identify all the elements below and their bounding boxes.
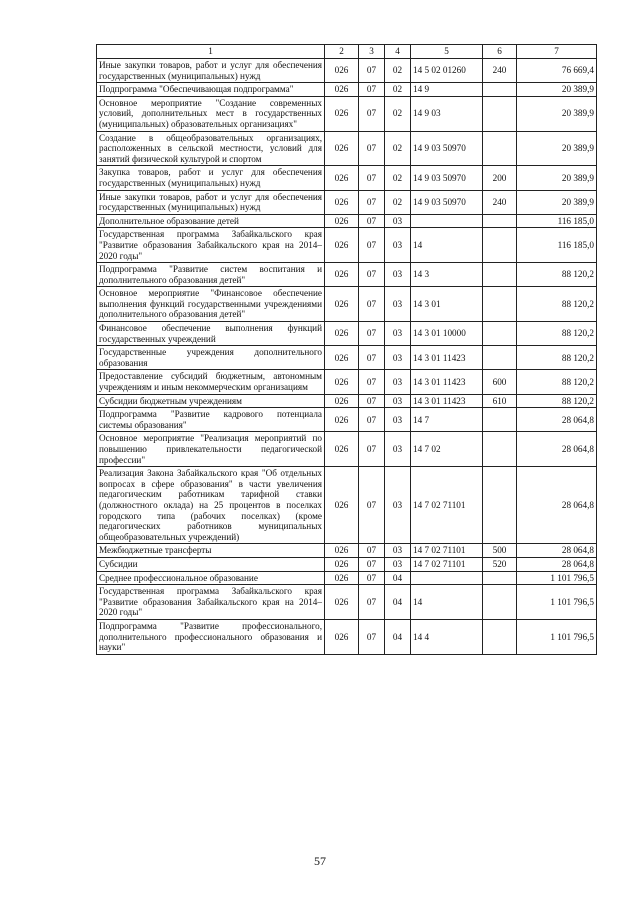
row-amount-cell: 20 389,9 (517, 96, 597, 131)
row-ved-cell: 026 (325, 370, 359, 394)
row-section-cell: 07 (359, 263, 385, 287)
col-header: 3 (359, 45, 385, 59)
table-row (97, 263, 597, 287)
row-target-cell: 14 3 01 (411, 287, 483, 322)
col-header: 1 (97, 45, 325, 59)
row-section-cell: 07 (359, 432, 385, 467)
table-row (97, 322, 597, 346)
row-name-cell: Реализация Закона Забайкальского края "Об отдельных вопросах в сфере образования" в части увеличения педагогическим работникам тарифной ставки (должностного оклада) на 25 процентов в поселках городского типа (рабочих поселках) (кроме педагогических работников муниципальных общеобразовательных учреждений) (97, 467, 325, 544)
row-ved-cell: 026 (325, 59, 359, 83)
table-row (97, 59, 597, 83)
row-subsection-cell: 03 (385, 544, 411, 558)
row-name-cell: Государственная программа Забайкальского края "Развитие образования Забайкальского края на 2014–2020 годы" (97, 585, 325, 620)
row-ved-cell: 026 (325, 190, 359, 214)
row-target-cell: 14 9 03 50970 (411, 131, 483, 166)
row-target-cell: 14 7 02 71101 (411, 467, 483, 544)
row-expense-type-cell (483, 228, 517, 263)
row-amount-cell: 88 120,2 (517, 370, 597, 394)
row-ved-cell: 026 (325, 619, 359, 654)
row-expense-type-cell (483, 432, 517, 467)
row-section-cell: 07 (359, 190, 385, 214)
row-name-cell: Подпрограмма "Обеспечивающая подпрограмма" (97, 83, 325, 97)
table-row (97, 96, 597, 131)
row-ved-cell: 026 (325, 166, 359, 190)
row-name-cell: Иные закупки товаров, работ и услуг для обеспечения государственных (муниципальных) нужд (97, 190, 325, 214)
row-subsection-cell: 03 (385, 370, 411, 394)
table-row (97, 408, 597, 432)
row-section-cell: 07 (359, 228, 385, 263)
row-amount-cell: 88 120,2 (517, 322, 597, 346)
row-section-cell: 07 (359, 619, 385, 654)
row-target-cell: 14 7 02 71101 (411, 557, 483, 571)
row-name-cell: Дополнительное образование детей (97, 214, 325, 228)
row-ved-cell: 026 (325, 432, 359, 467)
row-expense-type-cell: 520 (483, 557, 517, 571)
row-expense-type-cell (483, 263, 517, 287)
table-row (97, 83, 597, 97)
table-row (97, 166, 597, 190)
table-row (97, 557, 597, 571)
budget-table (96, 44, 597, 655)
row-expense-type-cell (483, 467, 517, 544)
row-ved-cell: 026 (325, 228, 359, 263)
row-subsection-cell: 04 (385, 571, 411, 585)
row-name-cell: Подпрограмма "Развитие кадрового потенциала системы образования" (97, 408, 325, 432)
row-subsection-cell: 02 (385, 131, 411, 166)
row-amount-cell: 28 064,8 (517, 557, 597, 571)
row-subsection-cell: 02 (385, 83, 411, 97)
row-target-cell: 14 (411, 228, 483, 263)
row-section-cell: 07 (359, 96, 385, 131)
row-target-cell: 14 7 02 (411, 432, 483, 467)
row-target-cell: 14 4 (411, 619, 483, 654)
row-subsection-cell: 03 (385, 228, 411, 263)
row-expense-type-cell (483, 214, 517, 228)
table-row (97, 571, 597, 585)
row-name-cell: Основное мероприятие "Реализация мероприятий по повышению привлекательности педагогической профессии" (97, 432, 325, 467)
row-ved-cell: 026 (325, 394, 359, 408)
row-section-cell: 07 (359, 166, 385, 190)
row-expense-type-cell (483, 322, 517, 346)
table-row (97, 214, 597, 228)
row-target-cell: 14 5 02 01260 (411, 59, 483, 83)
row-amount-cell: 1 101 796,5 (517, 619, 597, 654)
row-name-cell: Среднее профессиональное образование (97, 571, 325, 585)
row-subsection-cell: 03 (385, 214, 411, 228)
row-subsection-cell: 04 (385, 585, 411, 620)
row-subsection-cell: 03 (385, 408, 411, 432)
row-name-cell: Закупка товаров, работ и услуг для обеспечения государственных (муниципальных) нужд (97, 166, 325, 190)
row-ved-cell: 026 (325, 131, 359, 166)
row-amount-cell: 28 064,8 (517, 432, 597, 467)
table-row (97, 190, 597, 214)
header-row (97, 45, 597, 59)
row-expense-type-cell (483, 131, 517, 166)
table-row (97, 346, 597, 370)
row-section-cell: 07 (359, 394, 385, 408)
table-row (97, 544, 597, 558)
table-row (97, 370, 597, 394)
row-subsection-cell: 03 (385, 557, 411, 571)
row-name-cell: Основное мероприятие "Финансовое обеспечение выполнения функций государственными учреждениями дополнительного образования детей" (97, 287, 325, 322)
col-header: 6 (483, 45, 517, 59)
row-expense-type-cell: 600 (483, 370, 517, 394)
row-target-cell: 14 3 (411, 263, 483, 287)
row-ved-cell: 026 (325, 346, 359, 370)
row-ved-cell: 026 (325, 544, 359, 558)
row-expense-type-cell: 240 (483, 59, 517, 83)
col-header: 5 (411, 45, 483, 59)
row-target-cell: 14 7 (411, 408, 483, 432)
row-section-cell: 07 (359, 214, 385, 228)
row-target-cell: 14 9 03 50970 (411, 166, 483, 190)
row-name-cell: Иные закупки товаров, работ и услуг для обеспечения государственных (муниципальных) нужд (97, 59, 325, 83)
row-target-cell: 14 9 03 (411, 96, 483, 131)
row-subsection-cell: 03 (385, 394, 411, 408)
row-amount-cell: 116 185,0 (517, 228, 597, 263)
row-subsection-cell: 02 (385, 59, 411, 83)
row-target-cell: 14 7 02 71101 (411, 544, 483, 558)
row-ved-cell: 026 (325, 571, 359, 585)
row-subsection-cell: 02 (385, 96, 411, 131)
row-name-cell: Государственная программа Забайкальского края "Развитие образования Забайкальского края на 2014–2020 годы" (97, 228, 325, 263)
row-subsection-cell: 02 (385, 190, 411, 214)
row-subsection-cell: 03 (385, 263, 411, 287)
row-amount-cell: 28 064,8 (517, 467, 597, 544)
row-target-cell: 14 9 (411, 83, 483, 97)
row-ved-cell: 026 (325, 322, 359, 346)
row-expense-type-cell (483, 83, 517, 97)
row-expense-type-cell (483, 287, 517, 322)
row-target-cell: 14 (411, 585, 483, 620)
row-amount-cell: 20 389,9 (517, 131, 597, 166)
row-expense-type-cell (483, 346, 517, 370)
row-subsection-cell: 03 (385, 287, 411, 322)
row-subsection-cell: 02 (385, 166, 411, 190)
row-amount-cell: 28 064,8 (517, 408, 597, 432)
table-row (97, 287, 597, 322)
row-expense-type-cell: 610 (483, 394, 517, 408)
row-amount-cell: 20 389,9 (517, 190, 597, 214)
row-subsection-cell: 04 (385, 619, 411, 654)
row-amount-cell: 76 669,4 (517, 59, 597, 83)
page-number: 57 (314, 854, 326, 868)
row-name-cell: Предоставление субсидий бюджетным, автономным учреждениям и иным некоммерческим организациям (97, 370, 325, 394)
table-row (97, 432, 597, 467)
row-section-cell: 07 (359, 322, 385, 346)
row-section-cell: 07 (359, 370, 385, 394)
row-target-cell: 14 3 01 11423 (411, 346, 483, 370)
row-amount-cell: 88 120,2 (517, 394, 597, 408)
row-name-cell: Финансовое обеспечение выполнения функций государственных учреждений (97, 322, 325, 346)
row-ved-cell: 026 (325, 557, 359, 571)
row-target-cell (411, 214, 483, 228)
row-name-cell: Субсидии (97, 557, 325, 571)
row-section-cell: 07 (359, 544, 385, 558)
row-section-cell: 07 (359, 467, 385, 544)
row-name-cell: Основное мероприятие "Создание современных условий, дополнительных мест в государственных (муниципальных) образовательных организациях" (97, 96, 325, 131)
table-row (97, 394, 597, 408)
table-row (97, 585, 597, 620)
table-row (97, 228, 597, 263)
row-ved-cell: 026 (325, 408, 359, 432)
row-name-cell: Создание в общеобразовательных организациях, расположенных в сельской местности, условий для занятий физической культурой и спортом (97, 131, 325, 166)
row-amount-cell: 1 101 796,5 (517, 571, 597, 585)
row-section-cell: 07 (359, 59, 385, 83)
row-amount-cell: 20 389,9 (517, 166, 597, 190)
row-section-cell: 07 (359, 287, 385, 322)
row-expense-type-cell: 240 (483, 190, 517, 214)
row-ved-cell: 026 (325, 263, 359, 287)
col-header: 7 (517, 45, 597, 59)
row-ved-cell: 026 (325, 96, 359, 131)
row-section-cell: 07 (359, 557, 385, 571)
row-expense-type-cell (483, 408, 517, 432)
row-expense-type-cell (483, 96, 517, 131)
row-expense-type-cell (483, 585, 517, 620)
row-amount-cell: 88 120,2 (517, 346, 597, 370)
row-subsection-cell: 03 (385, 346, 411, 370)
row-amount-cell: 20 389,9 (517, 83, 597, 97)
row-ved-cell: 026 (325, 83, 359, 97)
row-amount-cell: 116 185,0 (517, 214, 597, 228)
row-section-cell: 07 (359, 83, 385, 97)
row-name-cell: Подпрограмма "Развитие систем воспитания и дополнительного образования детей" (97, 263, 325, 287)
row-subsection-cell: 03 (385, 432, 411, 467)
row-section-cell: 07 (359, 131, 385, 166)
row-ved-cell: 026 (325, 585, 359, 620)
row-amount-cell: 1 101 796,5 (517, 585, 597, 620)
row-target-cell: 14 3 01 10000 (411, 322, 483, 346)
row-amount-cell: 88 120,2 (517, 263, 597, 287)
row-amount-cell: 28 064,8 (517, 544, 597, 558)
row-expense-type-cell: 500 (483, 544, 517, 558)
row-target-cell: 14 9 03 50970 (411, 190, 483, 214)
row-ved-cell: 026 (325, 214, 359, 228)
row-expense-type-cell (483, 619, 517, 654)
row-expense-type-cell: 200 (483, 166, 517, 190)
row-section-cell: 07 (359, 571, 385, 585)
row-section-cell: 07 (359, 585, 385, 620)
table-row (97, 619, 597, 654)
table-row (97, 467, 597, 544)
row-target-cell: 14 3 01 11423 (411, 394, 483, 408)
row-subsection-cell: 03 (385, 322, 411, 346)
row-name-cell: Межбюджетные трансферты (97, 544, 325, 558)
row-expense-type-cell (483, 571, 517, 585)
row-ved-cell: 026 (325, 287, 359, 322)
col-header: 4 (385, 45, 411, 59)
row-target-cell (411, 571, 483, 585)
row-ved-cell: 026 (325, 467, 359, 544)
row-section-cell: 07 (359, 346, 385, 370)
row-name-cell: Подпрограмма "Развитие профессионального, дополнительного профессионального образования и науки" (97, 619, 325, 654)
table-row (97, 131, 597, 166)
row-target-cell: 14 3 01 11423 (411, 370, 483, 394)
row-subsection-cell: 03 (385, 467, 411, 544)
col-header: 2 (325, 45, 359, 59)
row-name-cell: Государственные учреждения дополнительного образования (97, 346, 325, 370)
row-section-cell: 07 (359, 408, 385, 432)
row-amount-cell: 88 120,2 (517, 287, 597, 322)
row-name-cell: Субсидии бюджетным учреждениям (97, 394, 325, 408)
